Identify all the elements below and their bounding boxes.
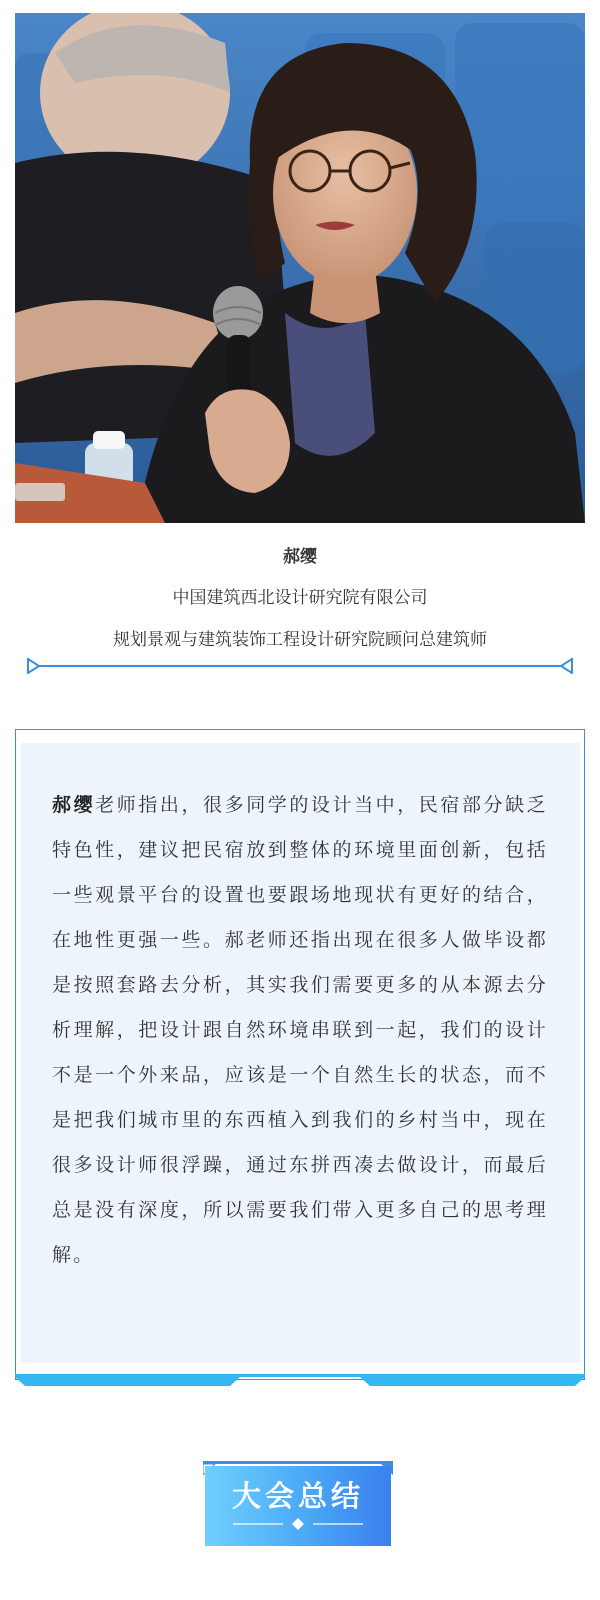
speaker-name: 郝缨 xyxy=(283,547,317,567)
caption-divider xyxy=(27,658,573,674)
speaker-photo-illustration xyxy=(15,13,585,523)
quote-speaker: 郝缨 xyxy=(52,794,96,816)
quote-text xyxy=(52,783,548,1278)
photo-caption xyxy=(0,546,600,651)
organization-name: 中国建筑西北设计研究院有限公司 xyxy=(172,588,428,608)
quote-body: 老师指出，很多同学的设计当中，民宿部分缺乏特色性，建议把民宿放到整体的环境里面创新，包括一些观景平台的设置也要跟场地现状有更好的结合，在地性更强一些。郝老师还指出现在很多人做毕设都是按照套路去分析，其实我们需要更多的从本源去分析理解，把设计跟自然环境串联到一起，我们的设计不是一个外来品，应该是一个自然生长的状态，而不是把我们城市里的东西植入到我们的乡村当中，现在很多设计师很浮躁，通过东拼西凑去做设计，而最后总是没有深度，所以需要我们带入更多自己的思考理解。 xyxy=(52,794,548,1266)
quote-box-bottom-bar xyxy=(15,1374,585,1392)
divider-right-triangle-icon xyxy=(561,659,572,673)
summary-badge-title: 大会总结 xyxy=(231,1479,364,1513)
speaker-photo xyxy=(15,13,585,523)
speaker-position: 规划景观与建筑装饰工程设计研究院顾问总建筑师 xyxy=(113,630,487,650)
divider-left-triangle-icon xyxy=(28,659,39,673)
